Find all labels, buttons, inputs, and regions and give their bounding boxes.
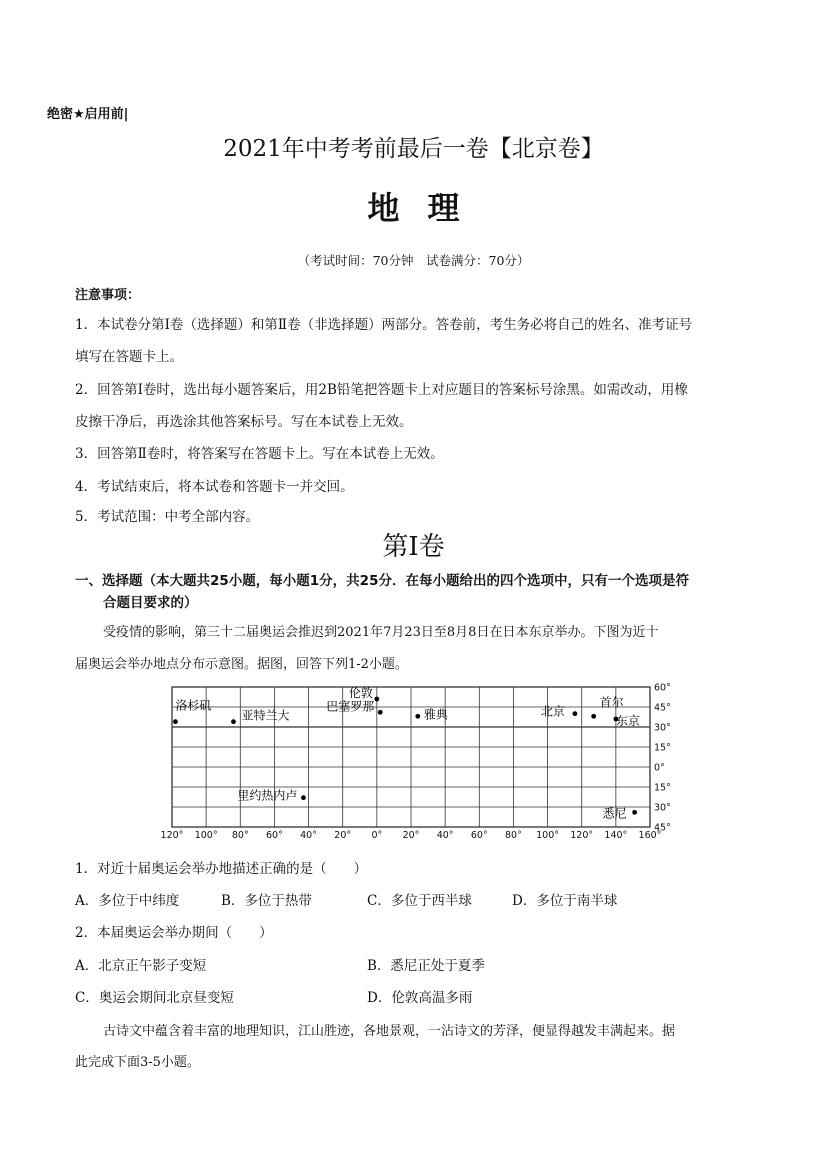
lon-tick-label: 80° bbox=[505, 830, 522, 840]
intro-line1: 受疫情的影响，第三十二届奥运会推迟到2021年7月23日至8月8日在日本东京举办。下图为近十 bbox=[103, 625, 659, 640]
notice-line: 皮擦干净后，再选涂其他答案标号。写在本试卷上无效。 bbox=[75, 414, 413, 430]
lon-tick-label: 60° bbox=[470, 830, 488, 840]
lon-tick-label: 140° bbox=[604, 830, 628, 840]
lon-tick-label: 120° bbox=[160, 830, 184, 840]
city-marker bbox=[374, 697, 379, 702]
lon-tick-label: 80° bbox=[231, 830, 249, 840]
notice-line: 4．考试结束后，将本试卷和答题卡一并交回。 bbox=[75, 479, 354, 495]
lat-tick-label: 60° bbox=[654, 682, 671, 694]
city-label: 雅典 bbox=[423, 707, 448, 722]
lat-tick-label: 0° bbox=[654, 762, 665, 774]
city-label: 亚特兰大 bbox=[241, 708, 290, 723]
lon-tick-label: 100° bbox=[536, 830, 560, 840]
lat-tick-label: 15° bbox=[654, 742, 671, 754]
lat-tick-label: 30° bbox=[654, 722, 671, 734]
q1-option-d: D．多位于南半球 bbox=[512, 893, 618, 909]
notice-heading: 注意事项： bbox=[75, 288, 141, 303]
part-heading-line1: 一、选择题（本大题共25小题，每小题1分，共25分．在每小题给出的四个选项中，只有一个选项是符 bbox=[75, 573, 689, 589]
section-title: 第Ⅰ卷 bbox=[382, 532, 445, 562]
intro-line2: 届奥运会举办地点分布示意图。据图，回答下列1-2小题。 bbox=[75, 657, 408, 672]
city-marker bbox=[632, 810, 637, 815]
confidential-mark: 绝密★启用前| bbox=[47, 107, 129, 122]
lon-tick-label: 40° bbox=[436, 830, 454, 840]
city-label: 首尔 bbox=[599, 695, 624, 710]
lon-tick-label: 120° bbox=[570, 830, 594, 840]
exam-info: （考试时间：70分钟 试卷满分：70分） bbox=[297, 253, 530, 268]
city-label: 北京 bbox=[540, 704, 565, 719]
city-marker bbox=[591, 714, 596, 719]
subject-title: 地理 bbox=[367, 189, 488, 227]
city-label: 里约热内卢 bbox=[237, 788, 298, 803]
notice-line: 2．回答第Ⅰ卷时，选出每小题答案后，用2B铅笔把答题卡上对应题目的答案标号涂黑。如需改动，用橡 bbox=[75, 382, 688, 398]
q2-option-a: A．北京正午影子变短 bbox=[75, 958, 207, 974]
city-marker bbox=[231, 719, 236, 724]
lon-tick-label: 60° bbox=[266, 830, 283, 840]
city-marker bbox=[572, 711, 577, 716]
city-marker bbox=[378, 710, 383, 715]
lat-tick-label: 45° bbox=[654, 822, 671, 834]
part-heading-line2: 合题目要求的） bbox=[103, 595, 198, 611]
q2-option-b: B．悉尼正处于夏季 bbox=[367, 958, 485, 974]
poem-intro-line2: 此完成下面3-5小题。 bbox=[75, 1055, 200, 1070]
lon-tick-label: 100° bbox=[194, 830, 218, 840]
city-label: 洛杉矶 bbox=[175, 698, 212, 713]
city-marker bbox=[173, 719, 178, 724]
question-2: 2．本届奥运会举办期间（ ） bbox=[75, 925, 273, 941]
lon-tick-label: 160° bbox=[638, 830, 662, 840]
olympic-map-figure bbox=[150, 678, 680, 840]
notice-line: 5．考试范围：中考全部内容。 bbox=[75, 509, 260, 525]
lat-tick-label: 45° bbox=[654, 702, 671, 714]
lon-tick-label: 20° bbox=[334, 830, 352, 840]
city-label: 东京 bbox=[615, 714, 640, 728]
q2-option-d: D．伦敦高温多雨 bbox=[367, 990, 473, 1006]
city-label: 悉尼 bbox=[602, 806, 627, 821]
city-label: 巴塞罗那 bbox=[326, 699, 375, 714]
city-marker bbox=[415, 714, 420, 719]
lon-tick-label: 40° bbox=[300, 830, 317, 840]
q1-option-c: C．多位于西半球 bbox=[367, 893, 472, 909]
poem-intro-line1: 古诗文中蕴含着丰富的地理知识，江山胜迹，各地景观，一沾诗文的芳泽，便显得越发丰满起来。据 bbox=[103, 1024, 676, 1039]
notice-line: 3．回答第Ⅱ卷时，将答案写在答题卡上。写在本试卷上无效。 bbox=[75, 446, 444, 462]
lon-tick-label: 0° bbox=[371, 830, 383, 840]
page-title: 2021年中考考前最后一卷【北京卷】 bbox=[223, 136, 604, 162]
lat-tick-label: 15° bbox=[654, 782, 671, 794]
city-label: 伦敦 bbox=[348, 686, 373, 700]
lat-tick-label: 30° bbox=[654, 802, 671, 814]
notice-line: 1．本试卷分第Ⅰ卷（选择题）和第Ⅱ卷（非选择题）两部分。答卷前，考生务必将自己的姓名、准考证号 bbox=[75, 317, 693, 333]
lon-tick-label: 20° bbox=[402, 830, 420, 840]
q2-option-c: C．奥运会期间北京昼变短 bbox=[75, 990, 234, 1006]
question-1: 1．对近十届奥运会举办地描述正确的是（ ） bbox=[75, 861, 368, 877]
q1-option-b: B．多位于热带 bbox=[221, 893, 312, 909]
city-marker bbox=[301, 795, 306, 800]
q1-option-a: A．多位于中纬度 bbox=[75, 893, 180, 909]
notice-line: 填写在答题卡上。 bbox=[75, 349, 183, 365]
